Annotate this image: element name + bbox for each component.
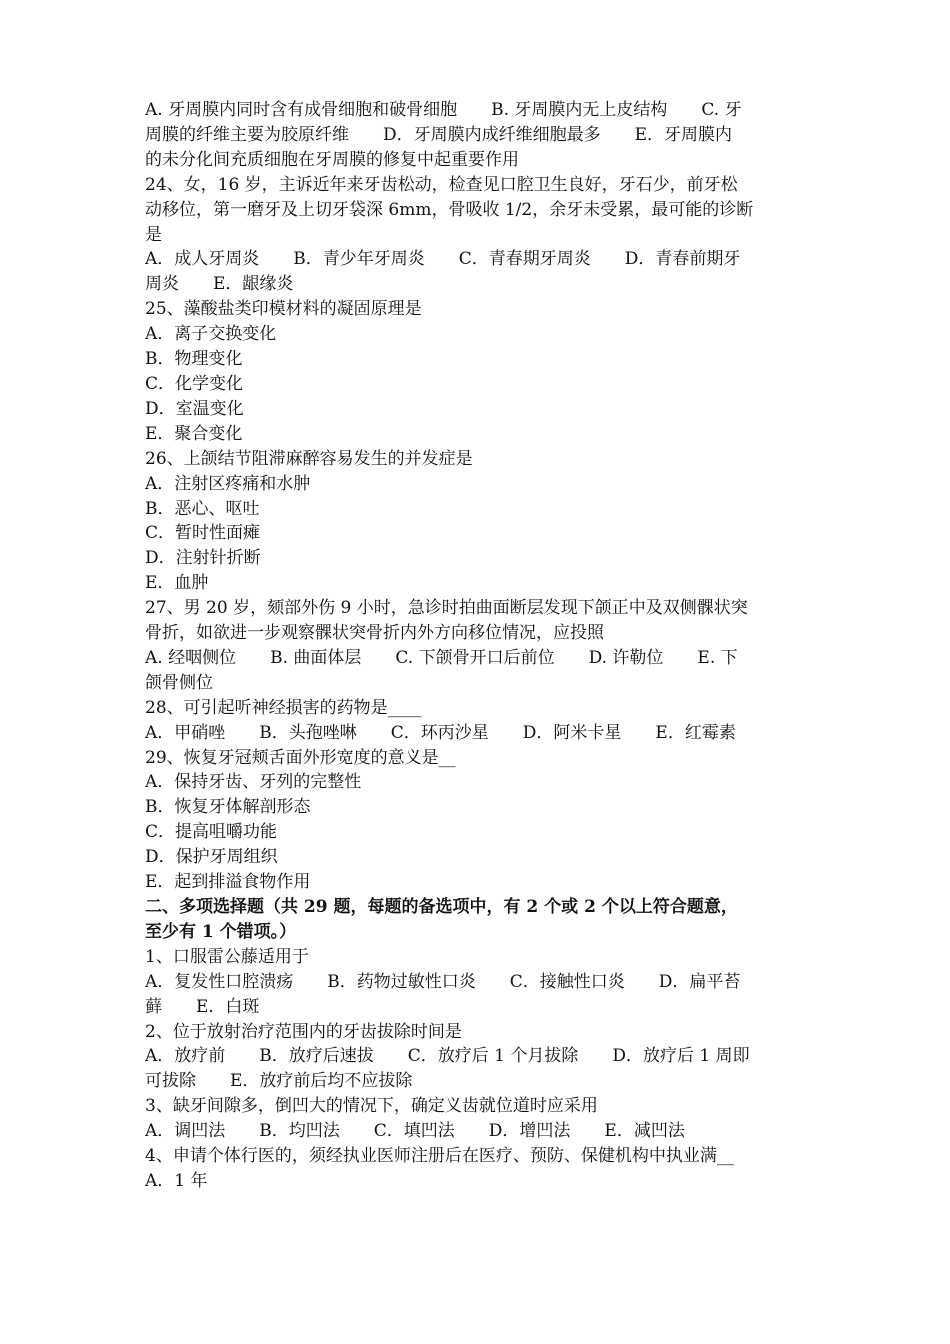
question-text-line: 27、男 20 岁，颏部外伤 9 小时，急诊时拍曲面断层发现下颌正中及双侧髁状突 xyxy=(145,598,748,619)
option-text-line: 藓 E．白斑 xyxy=(145,996,260,1017)
option-text-line: A．保持牙齿、牙列的完整性 xyxy=(145,772,362,793)
option-text-line: A. 经咽侧位 B. 曲面体层 C. 下颌骨开口后前位 D. 许勒位 E. 下 xyxy=(145,647,738,668)
option-text-line: E．起到排溢食物作用 xyxy=(145,872,311,893)
option-text-line: A．调凹法 B．均凹法 C．填凹法 D．增凹法 E．减凹法 xyxy=(145,1121,685,1142)
option-text-line: C．暂时性面瘫 xyxy=(145,523,261,544)
option-text-line: A．离子交换变化 xyxy=(145,324,277,345)
question-text-line: 4、申请个体行医的，须经执业医师注册后在医疗、预防、保健机构中执业满__ xyxy=(145,1146,734,1167)
question-text-line: 骨折，如欲进一步观察髁状突骨折内外方向移位情况，应投照 xyxy=(145,623,604,644)
option-text-line: B．恢复牙体解剖形态 xyxy=(145,797,311,818)
question-text-line: 3、缺牙间隙多，倒凹大的情况下，确定义齿就位道时应采用 xyxy=(145,1096,598,1117)
option-text-line: A．成人牙周炎 B．青少年牙周炎 C．青春期牙周炎 D．青春前期牙 xyxy=(145,249,741,270)
option-text-line: 的未分化间充质细胞在牙周膜的修复中起重要作用 xyxy=(145,149,519,170)
option-text-line: D．保护牙周组织 xyxy=(145,847,278,868)
option-text-line: B．恶心、呕吐 xyxy=(145,498,260,519)
question-text-line: 2、位于放射治疗范围内的牙齿拔除时间是 xyxy=(145,1021,462,1042)
option-text-line: A．注射区疼痛和水肿 xyxy=(145,473,311,494)
section-heading-line: 二、多项选择题（共 29 题，每题的备选项中，有 2 个或 2 个以上符合题意， xyxy=(145,897,738,917)
question-text-line: 29、恢复牙冠颊舌面外形宽度的意义是__ xyxy=(145,747,456,768)
option-text-line: D．室温变化 xyxy=(145,398,244,419)
option-text-line: 周炎 E．龈缘炎 xyxy=(145,274,294,295)
option-text-line: B．物理变化 xyxy=(145,349,243,370)
question-text-line: 是 xyxy=(145,224,162,245)
question-text-line: 24、女，16 岁，主诉近年来牙齿松动，检查见口腔卫生良好，牙石少，前牙松 xyxy=(145,174,738,195)
option-text-line: A．复发性口腔溃疡 B．药物过敏性口炎 C．接触性口炎 D．扁平苔 xyxy=(145,971,741,992)
question-text-line: 25、藻酸盐类印模材料的凝固原理是 xyxy=(145,299,422,320)
question-text-line: 1、口服雷公藤适用于 xyxy=(145,946,309,967)
option-text-line: 颌骨侧位 xyxy=(145,672,213,693)
option-text-line: E．血肿 xyxy=(145,573,209,594)
option-text-line: A．放疗前 B．放疗后速拔 C．放疗后 1 个月拔除 D．放疗后 1 周即 xyxy=(145,1046,750,1067)
section-heading-line: 至少有 1 个错项。） xyxy=(145,921,297,942)
question-text-line: 动移位，第一磨牙及上切牙袋深 6mm，骨吸收 1/2，余牙未受累，最可能的诊断 xyxy=(145,199,754,220)
option-text-line: D．注射针折断 xyxy=(145,548,261,569)
option-text-line: A. 牙周膜内同时含有成骨细胞和破骨细胞 B. 牙周膜内无上皮结构 C. 牙 xyxy=(145,100,742,120)
option-text-line: 周膜的纤维主要为胶原纤维 D．牙周膜内成纤维细胞最多 E．牙周膜内 xyxy=(145,124,733,145)
option-text-line: A．甲硝唑 B．头孢唑啉 C．环丙沙星 D．阿米卡星 E．红霉素 xyxy=(145,722,736,743)
option-text-line: E．聚合变化 xyxy=(145,423,243,444)
option-text-line: 可拔除 E．放疗前后均不应拔除 xyxy=(145,1071,413,1092)
option-text-line: C．化学变化 xyxy=(145,373,244,394)
question-text-line: 28、可引起听神经损害的药物是____ xyxy=(145,697,422,718)
option-text-line: C．提高咀嚼功能 xyxy=(145,822,278,843)
option-text-line: A．1 年 xyxy=(145,1170,208,1191)
question-text-line: 26、上颌结节阻滞麻醉容易发生的并发症是 xyxy=(145,448,473,469)
